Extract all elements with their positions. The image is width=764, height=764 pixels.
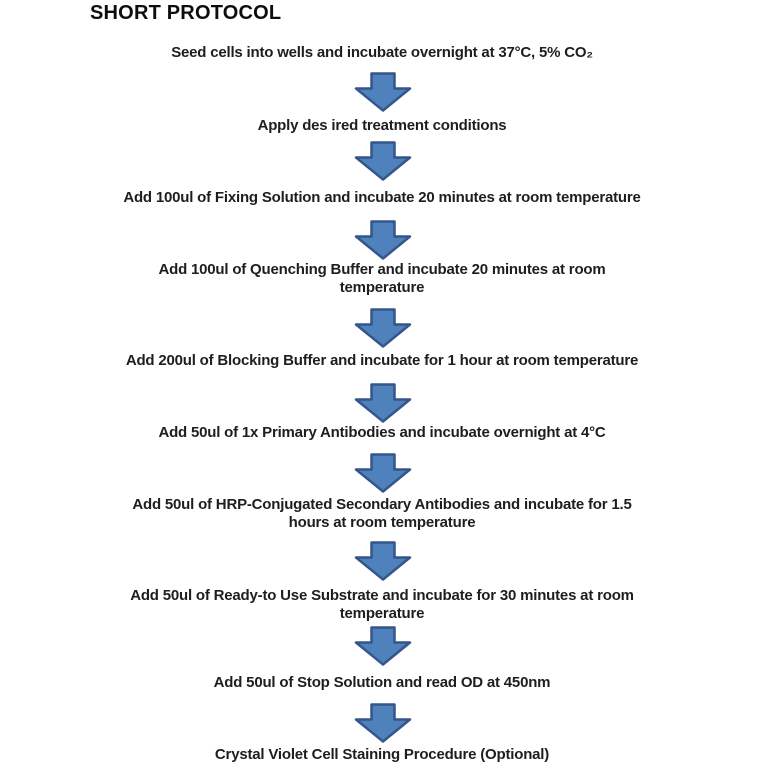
protocol-step (0, 496, 764, 532)
down-arrow-icon (354, 626, 412, 666)
step-line: Seed cells into wells and incubate overnight at 37°C, 5% CO₂ (171, 44, 593, 61)
down-arrow-icon (354, 383, 412, 423)
step-line: temperature (339, 279, 425, 296)
step-line: Add 200ul of Blocking Buffer and incubate for 1 hour at room temperature (125, 352, 639, 369)
protocol-step (0, 587, 764, 623)
protocol-step (0, 746, 764, 764)
step-line: hours at room temperature (288, 514, 476, 531)
protocol-step (0, 117, 764, 135)
down-arrow-icon (354, 72, 412, 112)
protocol-step (0, 261, 764, 297)
down-arrow-icon (354, 220, 412, 260)
page-title: SHORT PROTOCOL (90, 2, 282, 24)
down-arrow-icon (354, 703, 412, 743)
protocol-step (0, 424, 764, 442)
step-line: Add 100ul of Fixing Solution and incubate 20 minutes at room temperature (123, 189, 641, 206)
step-line: Crystal Violet Cell Staining Procedure (Optional) (214, 746, 550, 763)
protocol-step (0, 44, 764, 62)
protocol-step (0, 189, 764, 207)
down-arrow-icon (354, 308, 412, 348)
down-arrow-icon (354, 141, 412, 181)
step-line: temperature (339, 605, 425, 622)
step-line: Apply des ired treatment conditions (257, 117, 507, 134)
step-line: Add 50ul of Stop Solution and read OD at 450nm (213, 674, 551, 691)
step-line: Add 50ul of 1x Primary Antibodies and incubate overnight at 4°C (158, 424, 606, 441)
down-arrow-icon (354, 453, 412, 493)
protocol-step (0, 352, 764, 370)
step-line: Add 50ul of HRP-Conjugated Secondary Antibodies and incubate for 1.5 (132, 496, 632, 513)
protocol-step (0, 674, 764, 692)
down-arrow-icon (354, 541, 412, 581)
step-line: Add 100ul of Quenching Buffer and incubate 20 minutes at room (158, 261, 606, 278)
step-line: Add 50ul of Ready-to Use Substrate and incubate for 30 minutes at room (130, 587, 634, 604)
